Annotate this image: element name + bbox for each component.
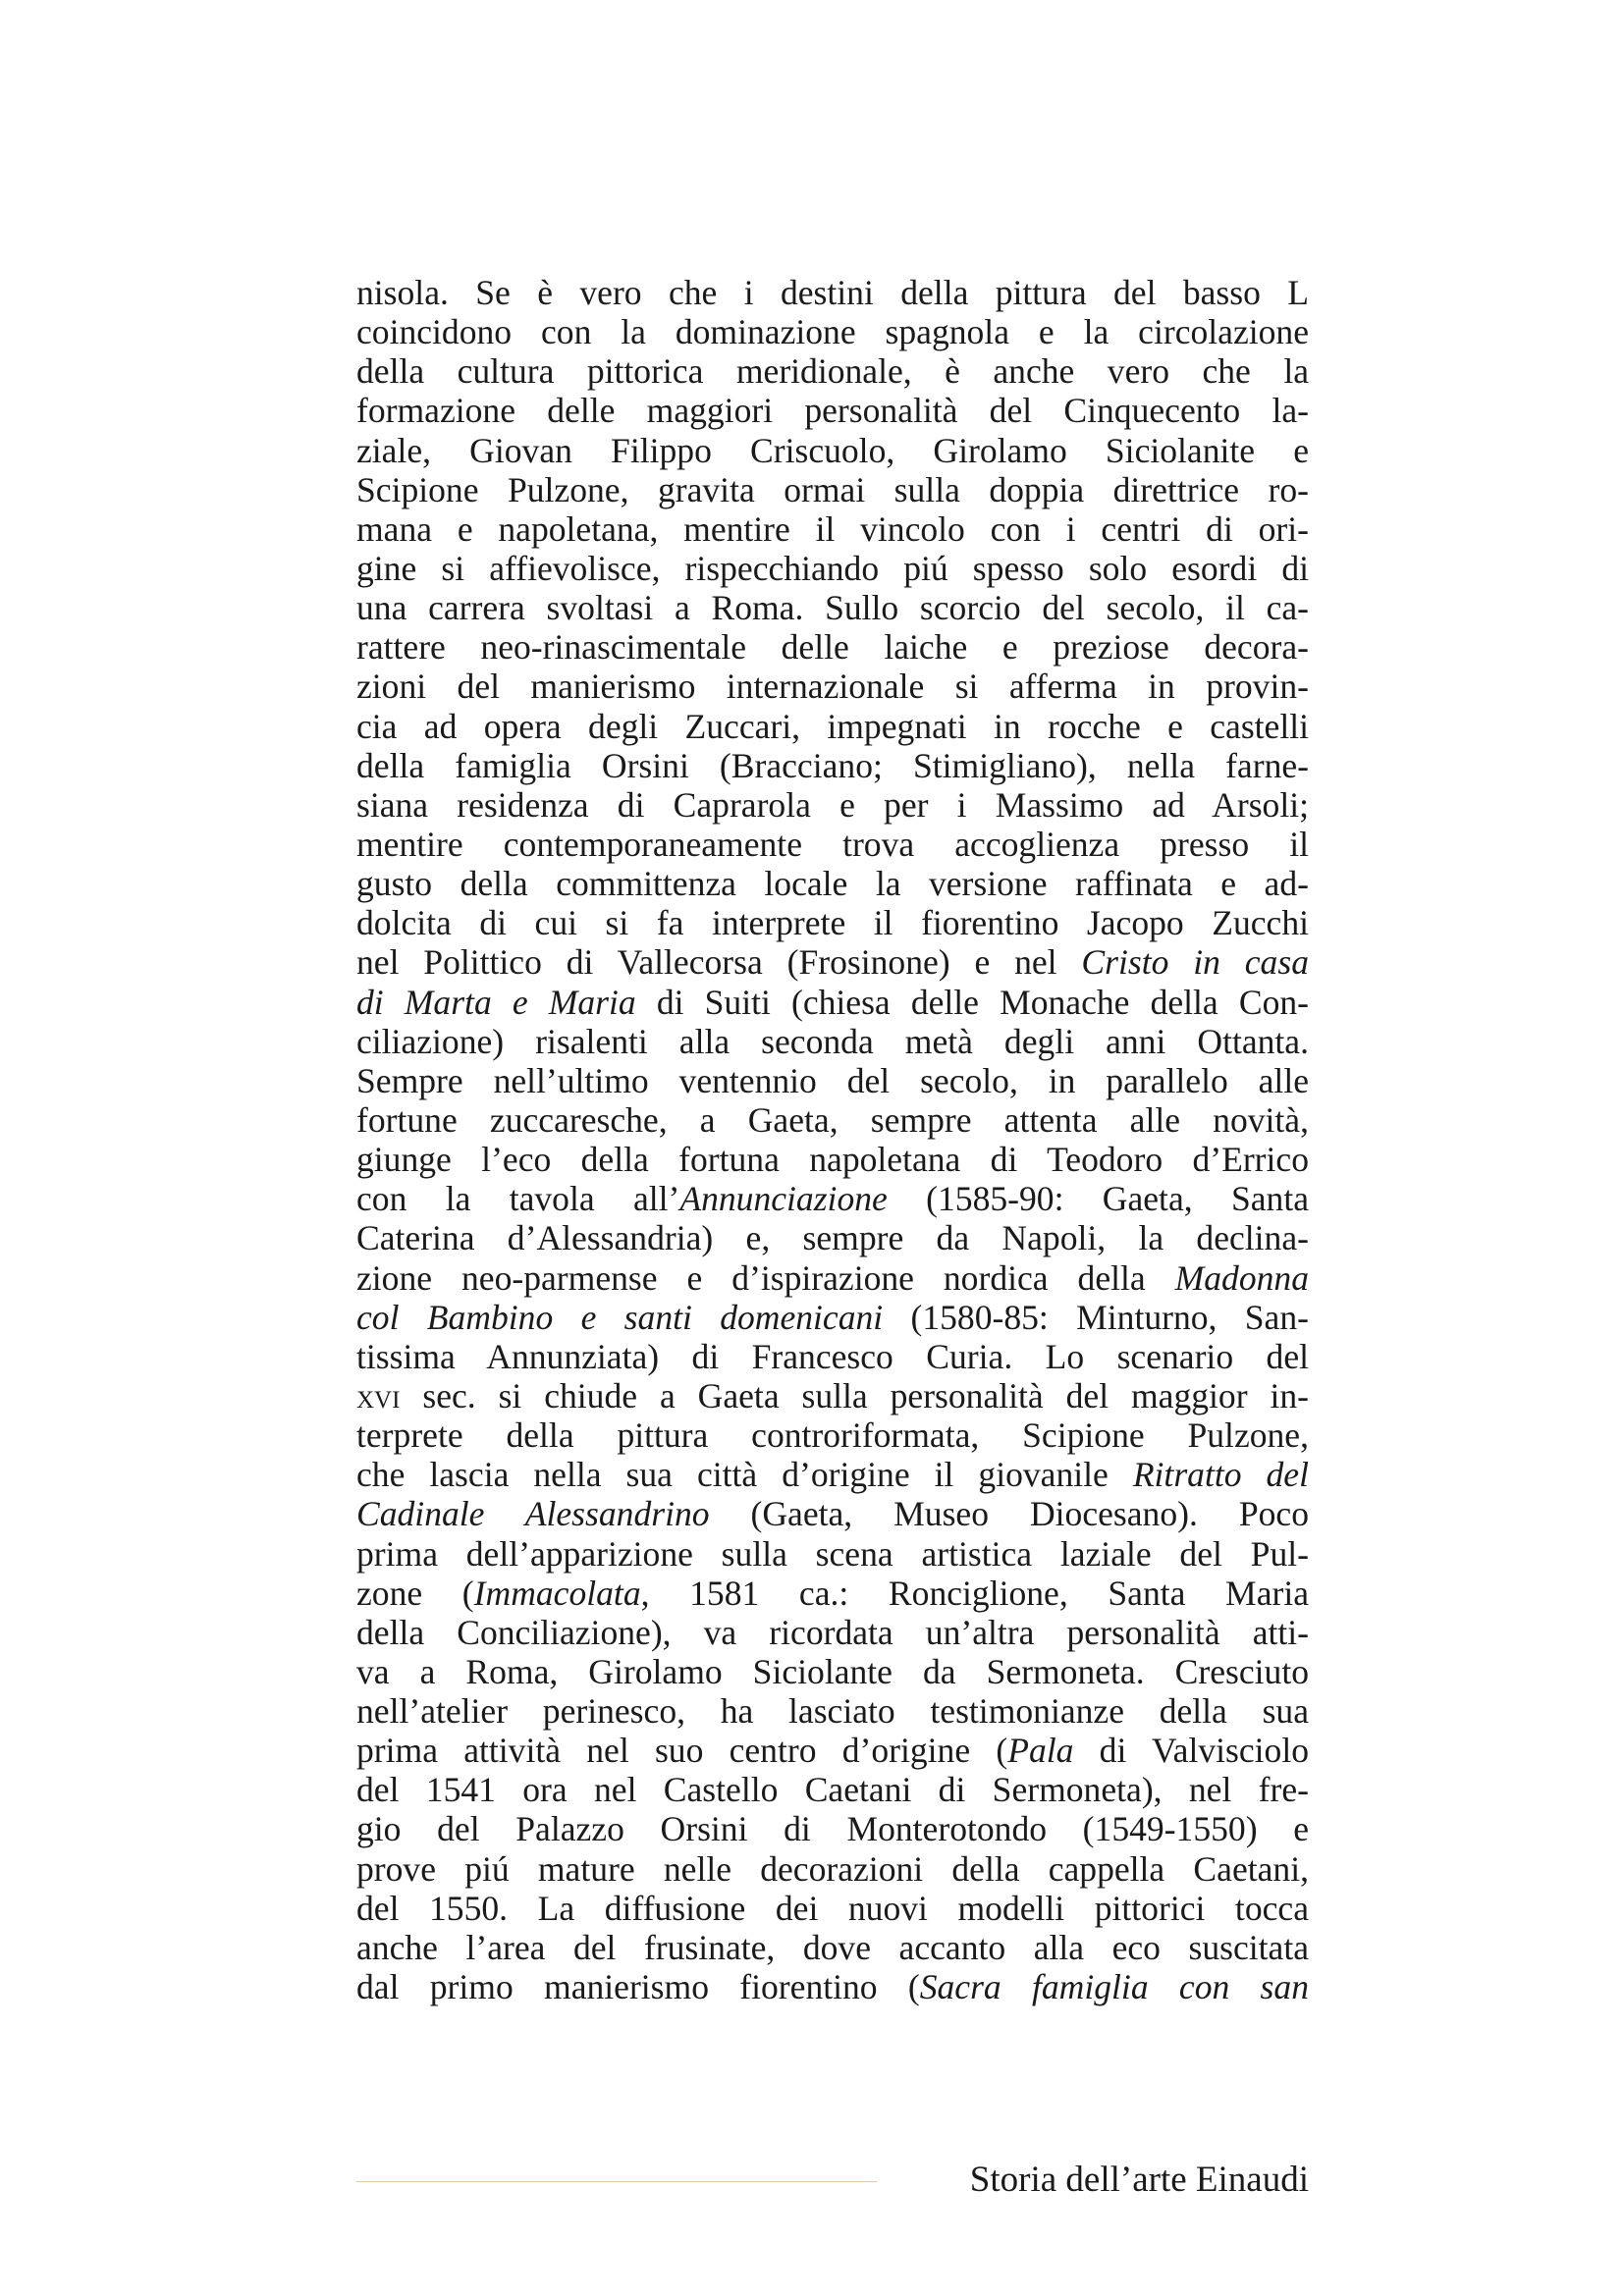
text-segment: una carrera svoltasi a Roma. Sullo scorcio del secolo, il ca- — [356, 588, 1309, 628]
text-segment: della cultura pittorica meridionale, è anche vero che la — [356, 351, 1309, 392]
text-line — [356, 1691, 1309, 1731]
text-line — [356, 942, 1309, 982]
text-segment: ciliazione) risalenti alla seconda metà degli anni Ottanta. — [356, 1021, 1309, 1061]
text-line — [356, 903, 1309, 942]
text-line — [356, 1809, 1309, 1848]
text-line — [356, 431, 1309, 470]
text-line — [356, 351, 1309, 391]
italic-title: Pala — [1007, 1731, 1074, 1771]
text-line — [356, 785, 1309, 825]
text-segment: zione neo-parmense e d’ispirazione nordica della — [356, 1257, 1175, 1298]
text-segment: tissima Annunziata) di Francesco Curia. Lo scenario del — [356, 1336, 1309, 1376]
text-segment: della Conciliazione), va ricordata un’altra personalità atti- — [356, 1612, 1309, 1652]
text-line — [356, 549, 1309, 588]
text-line — [356, 1337, 1309, 1376]
text-line — [356, 1574, 1309, 1613]
text-segment: siana residenza di Caprarola e per i Massimo ad Arsoli; — [356, 784, 1309, 825]
text-segment: cia ad opera degli Zuccari, impegnati in rocche e castelli — [356, 706, 1309, 746]
text-segment: di Valvisciolo — [1073, 1731, 1309, 1771]
text-line — [356, 746, 1309, 785]
text-segment: va a Roma, Girolamo Siciolante da Sermoneta. Cresciuto — [356, 1651, 1309, 1691]
text-segment: coincidono con la dominazione spagnola e la circolazione — [356, 312, 1309, 352]
text-segment: dolcita di cui si fa interprete il fiorentino Jacopo Zucchi — [356, 903, 1309, 943]
italic-title: Annunciazione — [679, 1179, 888, 1219]
italic-title: Cristo in casa — [1081, 942, 1309, 983]
text-segment: mentire contemporaneamente trova accoglienza presso il — [356, 824, 1309, 864]
footer-title: Storia dell’arte Einaudi — [969, 2160, 1309, 2200]
text-line — [356, 1967, 1309, 2006]
italic-title: Ritratto del — [1132, 1455, 1309, 1495]
text-line — [356, 1218, 1309, 1257]
text-line — [356, 1889, 1309, 1928]
text-segment: giunge l’eco della fortuna napoletana di Teodoro d’Errico — [356, 1140, 1309, 1180]
italic-title: di Marta e Maria — [356, 982, 636, 1022]
italic-title: col Bambino e santi domenicani — [356, 1297, 884, 1337]
text-segment: gio del Palazzo Orsini di Monterotondo (1549-1550) e — [356, 1809, 1309, 1849]
text-line — [356, 707, 1309, 746]
footer-rule — [356, 2181, 877, 2182]
italic-title: Madonna — [1174, 1257, 1309, 1298]
text-segment: Scipione Pulzone, gravita ormai sulla doppia direttrice ro- — [356, 469, 1309, 509]
text-segment: gine si affievolisce, rispecchiando piú spesso solo esordi di — [356, 548, 1309, 588]
text-line — [356, 1140, 1309, 1179]
text-line — [356, 391, 1309, 430]
text-line — [356, 1652, 1309, 1691]
text-line — [356, 588, 1309, 627]
italic-title: Immacolata — [473, 1573, 641, 1613]
text-line — [356, 470, 1309, 509]
text-segment: mana e napoletana, mentire il vincolo con i centri di ori- — [356, 508, 1309, 549]
text-segment: Caterina d’Alessandria) e, sempre da Napoli, la declina- — [356, 1218, 1309, 1258]
text-line — [356, 1494, 1309, 1533]
text-line — [356, 1022, 1309, 1061]
text-segment: xvi sec. si chiude a Gaeta sulla personalità del maggior in- — [356, 1375, 1309, 1415]
text-segment: (1585-90: Gaeta, Santa — [887, 1179, 1309, 1219]
text-segment: zioni del manierismo internazionale si afferma in provin- — [356, 667, 1309, 707]
text-segment: nel Polittico di Vallecorsa (Frosinone) e nel — [356, 942, 1082, 983]
text-line — [356, 983, 1309, 1022]
text-segment: del 1550. La diffusione dei nuovi modelli pittorici tocca — [356, 1888, 1309, 1928]
text-segment: di Suiti (chiesa delle Monache della Con- — [635, 982, 1309, 1022]
text-segment: terprete della pittura controriformata, Scipione Pulzone, — [356, 1415, 1309, 1456]
text-line — [356, 1061, 1309, 1100]
text-line — [356, 1534, 1309, 1574]
text-line — [356, 1179, 1309, 1218]
text-segment: prove piú mature nelle decorazioni della cappella Caetani, — [356, 1848, 1309, 1889]
italic-title: Cadinale Alessandrino — [356, 1494, 710, 1534]
text-segment: anche l’area del frusinate, dove accanto alla eco suscitata — [356, 1927, 1309, 1967]
text-segment: che lascia nella sua città d’origine il giovanile — [356, 1455, 1133, 1495]
text-segment: (1580-85: Minturno, San- — [883, 1297, 1309, 1337]
text-line — [356, 312, 1309, 351]
text-line — [356, 627, 1309, 667]
running-footer — [356, 2156, 1309, 2205]
text-segment: (Gaeta, Museo Diocesano). Poco — [709, 1494, 1309, 1534]
text-line — [356, 1258, 1309, 1298]
text-line — [356, 1928, 1309, 1967]
text-line — [356, 509, 1309, 549]
body-text — [356, 273, 1309, 2006]
text-segment: fortune zuccaresche, a Gaeta, sempre attenta alle novità, — [356, 1099, 1309, 1140]
text-segment: prima dell’apparizione sulla scena artistica laziale del Pul- — [356, 1533, 1309, 1574]
text-line — [356, 1613, 1309, 1652]
text-segment: con la tavola all’ — [356, 1179, 680, 1219]
text-line — [356, 1770, 1309, 1809]
text-line — [356, 1455, 1309, 1494]
text-line — [356, 1731, 1309, 1770]
text-segment: rattere neo-rinascimentale delle laiche e preziose decora- — [356, 627, 1309, 667]
text-segment: formazione delle maggiori personalità del Cinquecento la- — [356, 391, 1309, 431]
text-line — [356, 273, 1309, 312]
text-line — [356, 1415, 1309, 1455]
text-line — [356, 1100, 1309, 1140]
text-line — [356, 1849, 1309, 1889]
text-segment: prima attività nel suo centro d’origine ( — [356, 1731, 1008, 1771]
italic-title: Sacra famiglia con san — [919, 1967, 1309, 2007]
text-line — [356, 864, 1309, 903]
text-segment: dal primo manierismo fiorentino ( — [356, 1967, 920, 2007]
text-segment: , 1581 ca.: Ronciglione, Santa Maria — [640, 1573, 1310, 1613]
text-line — [356, 825, 1309, 864]
text-segment: gusto della committenza locale la versione raffinata e ad- — [356, 864, 1309, 904]
text-segment: nell’atelier perinesco, ha lasciato testimonianze della sua — [356, 1691, 1309, 1732]
text-segment: nisola. Se è vero che i destini della pittura del basso L — [356, 273, 1309, 312]
text-segment: del 1541 ora nel Castello Caetani di Sermoneta), nel fre- — [356, 1770, 1309, 1810]
text-segment: della famiglia Orsini (Bracciano; Stimigliano), nella farne- — [356, 745, 1309, 785]
text-line — [356, 1376, 1309, 1415]
text-segment: Sempre nell’ultimo ventennio del secolo, in parallelo alle — [356, 1060, 1309, 1100]
text-segment: zone ( — [356, 1573, 474, 1613]
text-line — [356, 1298, 1309, 1337]
text-line — [356, 667, 1309, 706]
text-segment: ziale, Giovan Filippo Criscuolo, Girolamo Siciolanite e — [356, 430, 1309, 470]
